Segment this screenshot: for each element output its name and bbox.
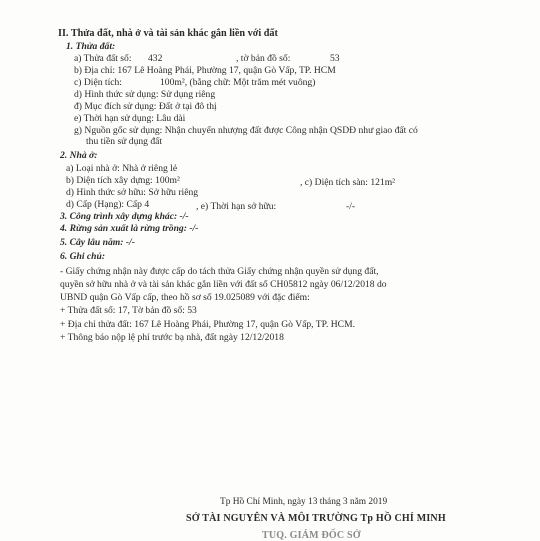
house-grade: d) Cấp (Hạng): Cấp 4: [66, 199, 150, 210]
notes-heading: 6. Ghi chú:: [60, 251, 106, 262]
parcel-number: 432: [148, 53, 163, 64]
other-construction: 3. Công trình xây dựng khác: -/-: [60, 211, 189, 222]
house-type: a) Loại nhà ở: Nhà ở riêng lẻ: [66, 163, 178, 174]
map-sheet-label: , tờ bản đồ số:: [236, 53, 291, 64]
land-origin-line1: g) Nguồn gốc sử dụng: Nhận chuyển nhượng đất được Công nhận QSDĐ như giao đất có: [74, 125, 418, 136]
perennial-trees: 5. Cây lâu năm: -/-: [60, 237, 135, 248]
notes-line-2: quyền sở hữu nhà ở và tài sản khác gắn liền với đất số CH05812 ngày 06/12/2018 do: [60, 279, 387, 290]
notes-line-1: - Giấy chứng nhận này được cấp do tách thửa Giấy chứng nhận quyền sử dụng đất,: [60, 266, 379, 277]
notes-line-3: UBND quận Gò Vấp cấp, theo hồ sơ số 19.025089 với đặc điểm:: [60, 292, 310, 303]
notes-line-6: + Thông báo nộp lệ phí trước bạ nhà, đất ngày 12/12/2018: [60, 332, 284, 343]
house-ownership-term-label: , e) Thời hạn sở hữu:: [196, 201, 277, 212]
land-address: b) Địa chỉ: 167 Lê Hoàng Phái, Phường 17, quận Gò Vấp, TP. HCM: [74, 65, 336, 76]
notes-line-4: + Thửa đất số: 17, Tờ bản đồ số: 53: [60, 305, 197, 316]
land-purpose: đ) Mục đích sử dụng: Đất ở tại đô thị: [74, 101, 217, 112]
house-ownership-term-value: -/-: [346, 201, 356, 212]
parcel-number-label: a) Thửa đất số:: [74, 53, 132, 64]
land-origin-line2: thu tiền sử dụng đất: [86, 136, 163, 147]
map-sheet-number: 53: [330, 53, 340, 64]
notes-line-5: + Địa chỉ thửa đất: 167 Lê Hoàng Phái, Phường 17, quận Gò Vấp, TP. HCM.: [60, 319, 355, 330]
production-forest: 4. Rừng sản xuất là rừng trồng: -/-: [60, 223, 199, 234]
house-ownership: d) Hình thức sở hữu: Sở hữu riêng: [66, 187, 199, 198]
house-floor-area: , c) Diện tích sàn: 121m²: [300, 177, 396, 188]
signatory-title: TUQ. GIÁM ĐỐC SỞ: [262, 530, 361, 541]
place-and-date: Tp Hồ Chí Minh, ngày 13 tháng 3 năm 2019: [220, 497, 388, 507]
land-area-label: c) Diện tích:: [74, 77, 122, 88]
section-title: II. Thửa đất, nhà ở và tài sản khác gắn liền với đất: [58, 28, 278, 39]
house-heading: 2. Nhà ở:: [60, 150, 98, 161]
issuing-agency: SỞ TÀI NGUYÊN VÀ MÔI TRƯỜNG Tp HỒ CHÍ MINH: [186, 513, 446, 524]
land-heading: 1. Thửa đất:: [66, 41, 116, 52]
land-area-value: 100m², (bằng chữ: Một trăm mét vuông): [160, 77, 316, 88]
land-term: e) Thời hạn sử dụng: Lâu dài: [74, 113, 186, 124]
land-usage-form: d) Hình thức sử dụng: Sử dụng riêng: [74, 89, 216, 100]
house-build-area: b) Diện tích xây dựng: 100m²: [66, 175, 180, 186]
